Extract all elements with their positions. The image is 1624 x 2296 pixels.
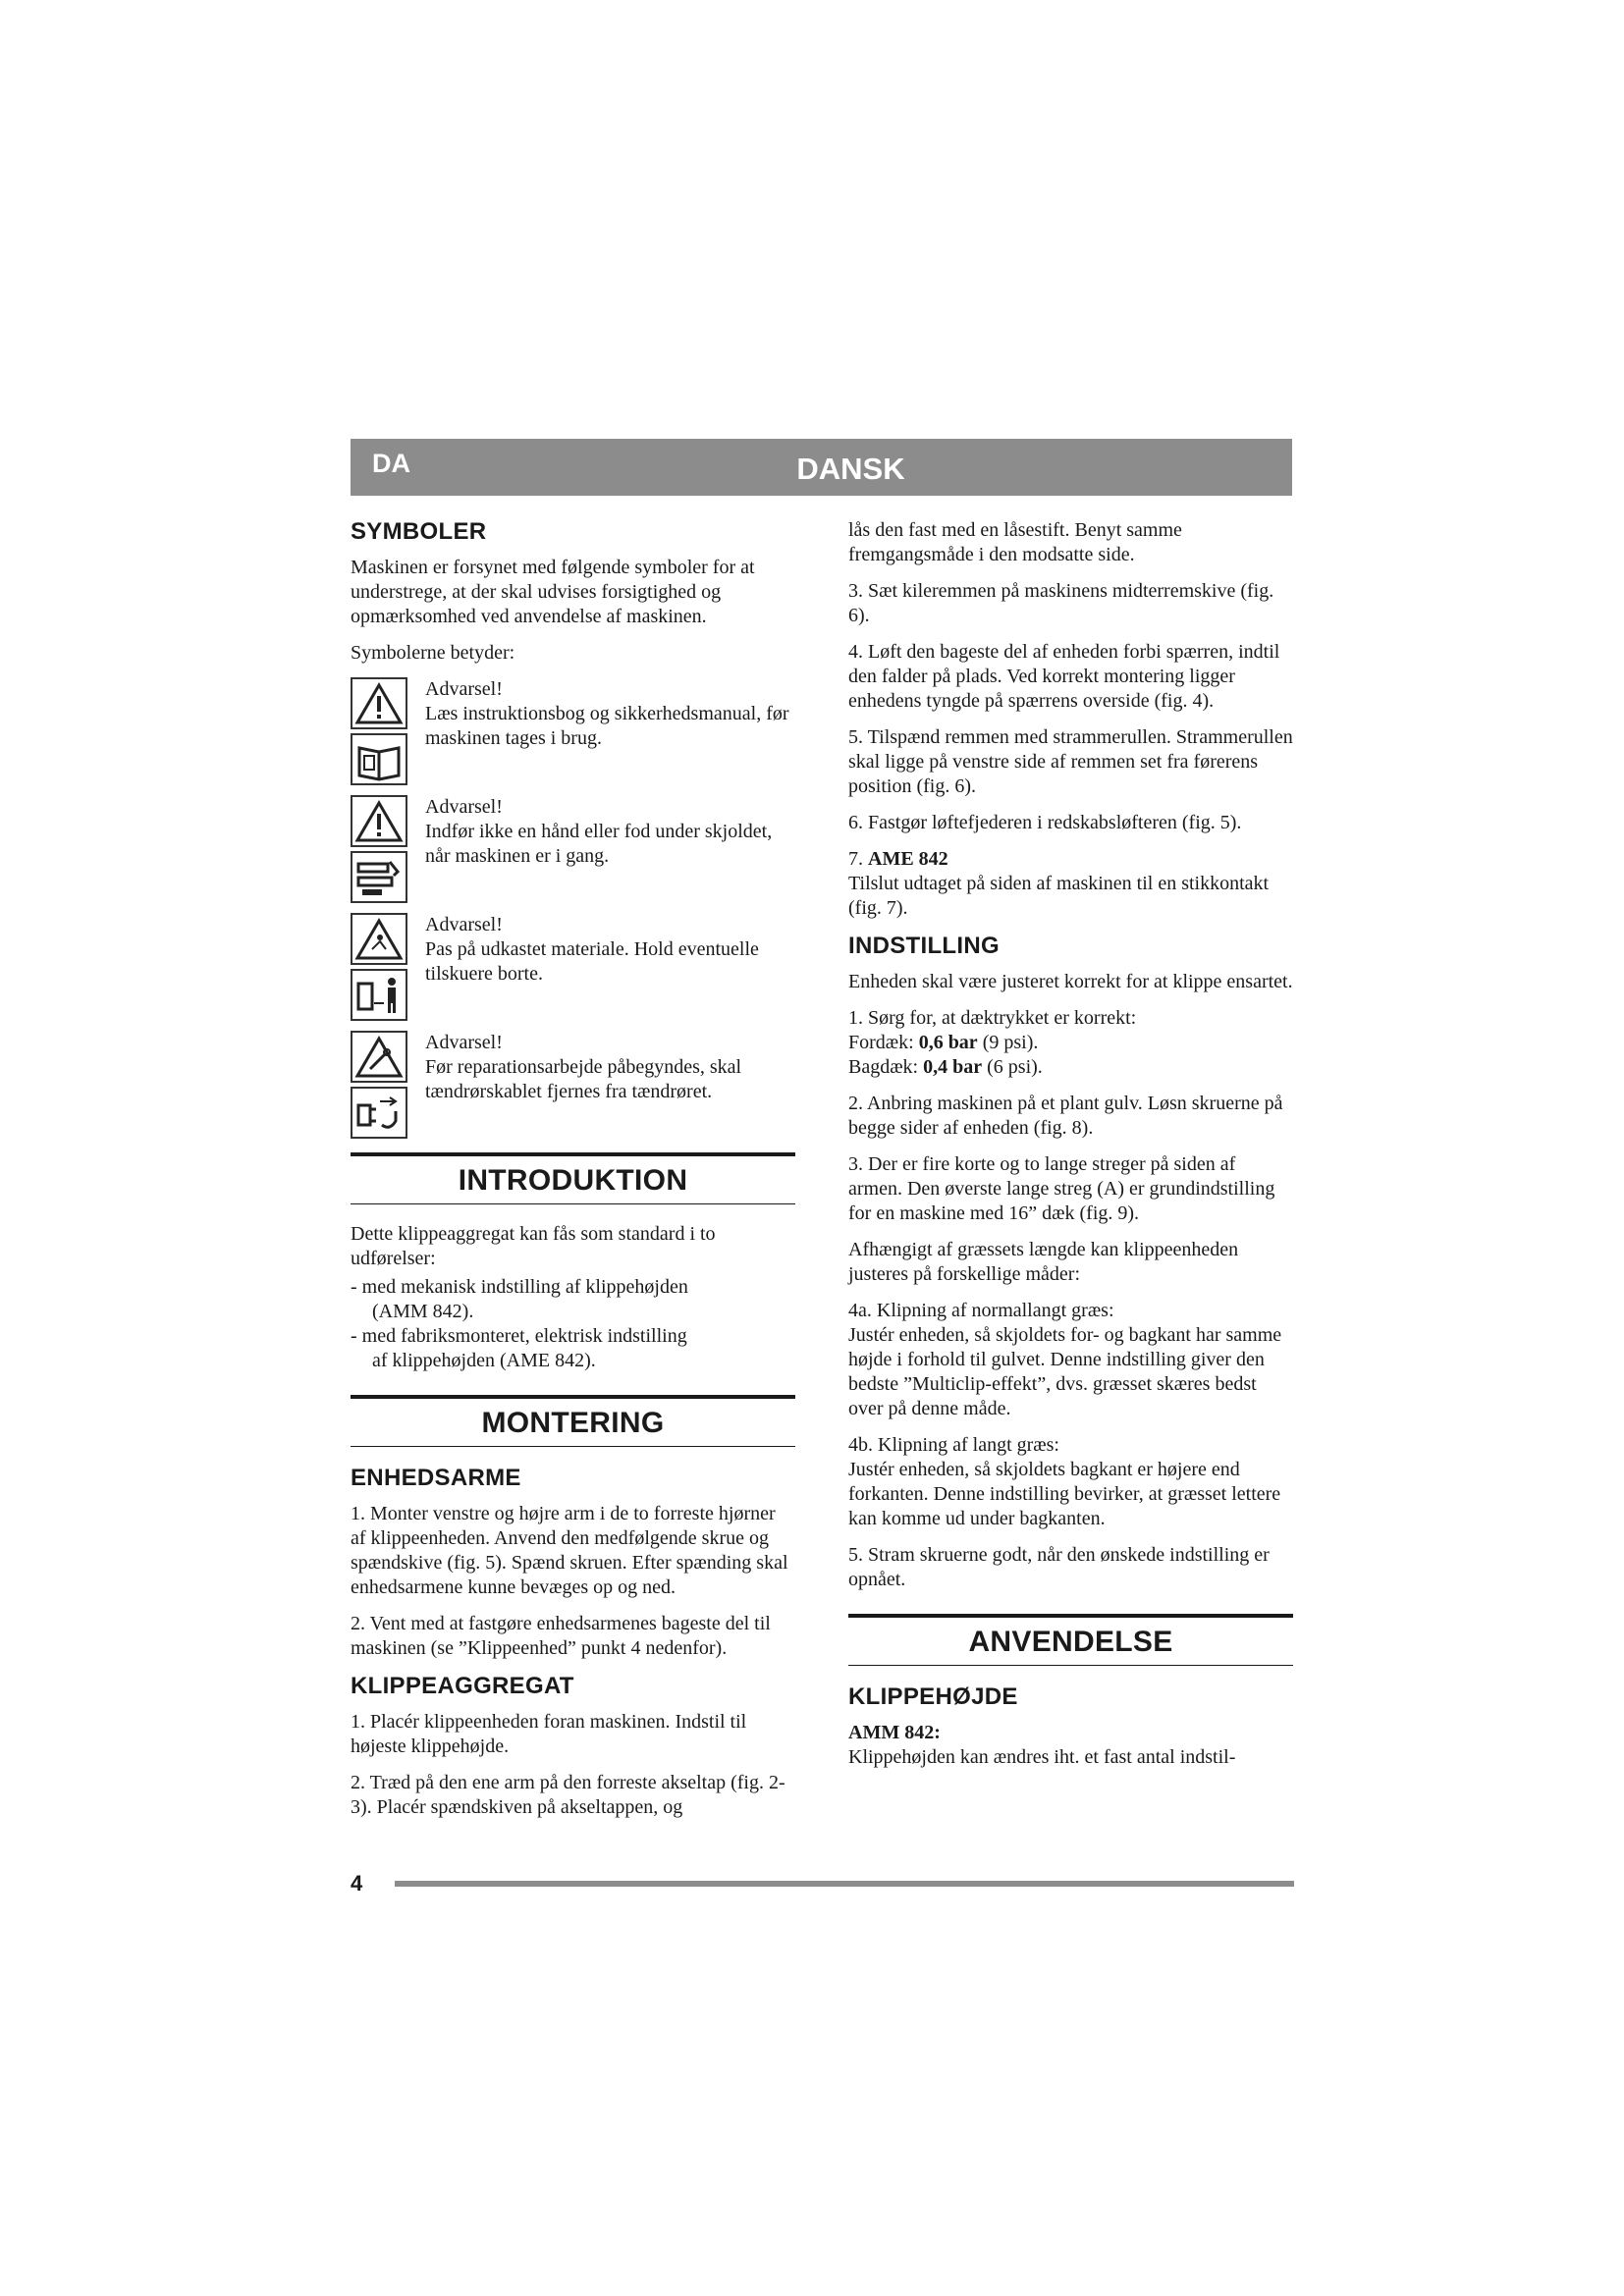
- klippeaggregat-step-2: 2. Træd på den ene arm på den forreste akseltap (fig. 2-3). Placér spændskiven på akseltappen, og: [351, 1772, 785, 1818]
- indstilling-step-4a: 4a. Klipning af normallangt græs: Justér enheden, så skjoldets for- og bagkant har samme højde i forhold til gulvet. Denne indstilling giver den bedste ”Multiclip-effekt”, dvs. græsset skæres bedst over på denne måde.: [848, 1300, 1282, 1419]
- indstilling-step-1: 1. Sørg for, at dæktrykket er korrekt: Fordæk: 0,6 bar (9 psi). Bagdæk: 0,4 bar (6 psi).: [848, 1007, 1137, 1078]
- symbol-row: [351, 795, 795, 903]
- enhedsarme-step-2: 2. Vent med at fastgøre enhedsarmenes bageste del til maskinen (se ”Klippeenhed” punkt 4 nedenfor).: [351, 1613, 771, 1659]
- symbol-warning-text: Indfør ikke en hånd eller fod under skjoldet, når maskinen er i gang.: [425, 821, 773, 867]
- symbol-warning-text: Læs instruktionsbog og sikkerhedsmanual, før maskinen tages i brug.: [425, 703, 789, 749]
- language-title: DANSK: [796, 452, 905, 486]
- klippeaggregat-step-1: 1. Placér klippeenheden foran maskinen. Indstil til højeste klippehøjde.: [351, 1711, 747, 1757]
- enhedsarme-heading: ENHEDSARME: [351, 1465, 521, 1491]
- left-column: [351, 518, 795, 1832]
- anvendelse-section-header: [848, 1614, 1293, 1666]
- list-item: - med fabriksmonteret, elektrisk indstilling af klippehøjden (AME 842).: [351, 1325, 687, 1371]
- montering-section-header: [351, 1395, 795, 1447]
- klippeaggregat-continued: lås den fast med en låsestift. Benyt samme fremgangsmåde i den modsatte side.: [848, 519, 1182, 565]
- klippeaggregat-step-7: 7. AME 842 Tilslut udtaget på siden af maskinen til en stikkontakt (fig. 7).: [848, 848, 1270, 919]
- indstilling-step-2: 2. Anbring maskinen på et plant gulv. Løsn skruerne på begge sider af enheden (fig. 8).: [848, 1093, 1283, 1139]
- klippeaggregat-step-3: 3. Sæt kileremmen på maskinens midterremskive (fig. 6).: [848, 580, 1274, 626]
- enhedsarme-step-1: 1. Monter venstre og højre arm i de to forreste hjørner af klippeenheden. Anvend den medfølgende skrue og spændskive (fig. 5). Spænd skruen. Efter spænding skal enhedsarmene kunne bevæges op og ned.: [351, 1503, 788, 1598]
- anvendelse-title: ANVENDELSE: [968, 1626, 1173, 1658]
- right-column: [848, 518, 1293, 1782]
- list-item: - med mekanisk indstilling af klippehøjden (AMM 842).: [351, 1276, 688, 1322]
- indstilling-heading: INDSTILLING: [848, 933, 1000, 959]
- symbol-row: [351, 677, 795, 785]
- klippeaggregat-heading: KLIPPEAGGREGAT: [351, 1673, 574, 1699]
- language-code: DA: [372, 449, 410, 478]
- klippehojde-heading: KLIPPEHØJDE: [848, 1683, 1018, 1710]
- indstilling-step-4b: 4b. Klipning af langt græs: Justér enheden, så skjoldets bagkant er højere end forkanten. Denne indstilling bevirker, at græsset lettere kan komme ud under bagkanten.: [848, 1434, 1281, 1529]
- footer-rule: [395, 1881, 1294, 1887]
- repair-warning-icon: [351, 1031, 407, 1083]
- symbol-row: [351, 1031, 795, 1139]
- klippeaggregat-step-6: 6. Fastgør løftefjederen i redskabsløfteren (fig. 5).: [848, 812, 1242, 833]
- montering-title: MONTERING: [481, 1407, 665, 1439]
- indstilling-paragraph: Afhængigt af græssets længde kan klippeenheden justeres på forskellige måder:: [848, 1239, 1239, 1285]
- page-number: 4: [351, 1871, 363, 1896]
- symbol-warning-label: Advarsel!: [425, 1032, 503, 1053]
- spark-plug-cable-icon: [351, 1087, 407, 1139]
- language-header-bar: [351, 439, 1292, 496]
- indstilling-step-3: 3. Der er fire korte og to lange streger på siden af armen. Den øverste lange streg (A) er grundindstilling for en maskine med 16” dæk (fig. 9).: [848, 1153, 1275, 1224]
- symbol-warning-label: Advarsel!: [425, 678, 503, 700]
- manual-book-icon: [351, 733, 407, 785]
- keep-distance-icon: [351, 969, 407, 1021]
- introduktion-section-header: [351, 1152, 795, 1204]
- klippehojde-text: AMM 842: Klippehøjden kan ændres iht. et fast antal indstil-: [848, 1722, 1236, 1768]
- warning-triangle-icon: [351, 677, 407, 729]
- symbol-warning-text: Pas på udkastet materiale. Hold eventuelle tilskuere borte.: [425, 938, 759, 985]
- indstilling-step-5: 5. Stram skruerne godt, når den ønskede indstilling er opnået.: [848, 1544, 1270, 1590]
- symboler-intro: Maskinen er forsynet med følgende symboler for at understrege, at der skal udvises forsigtighed og opmærksomhed ved anvendelse af maskinen.: [351, 557, 755, 627]
- variant-list: [351, 1275, 795, 1373]
- warning-triangle-icon: [351, 795, 407, 847]
- hand-foot-under-deck-icon: [351, 851, 407, 903]
- thrown-objects-icon: [351, 913, 407, 965]
- symbol-row: [351, 913, 795, 1021]
- indstilling-intro: Enheden skal være justeret korrekt for at klippe ensartet.: [848, 971, 1293, 992]
- klippeaggregat-step-5: 5. Tilspænd remmen med strammerullen. Strammerullen skal ligge på venstre side af remmen set fra førerens position (fig. 6).: [848, 726, 1293, 797]
- introduktion-paragraph: Dette klippeaggregat kan fås som standard i to udførelser:: [351, 1223, 716, 1269]
- symboler-meaning: Symbolerne betyder:: [351, 642, 515, 664]
- introduktion-title: INTRODUKTION: [458, 1164, 688, 1197]
- klippeaggregat-step-4: 4. Løft den bageste del af enheden forbi spærren, indtil den falder på plads. Ved korrekt montering ligger enhedens tyngde på spærrens overside (fig. 4).: [848, 641, 1280, 712]
- symbol-warning-label: Advarsel!: [425, 796, 503, 818]
- symbol-warning-text: Før reparationsarbejde påbegyndes, skal tændrørskablet fjernes fra tændrøret.: [425, 1056, 742, 1102]
- symboler-heading: SYMBOLER: [351, 518, 487, 545]
- symbol-warning-label: Advarsel!: [425, 914, 503, 935]
